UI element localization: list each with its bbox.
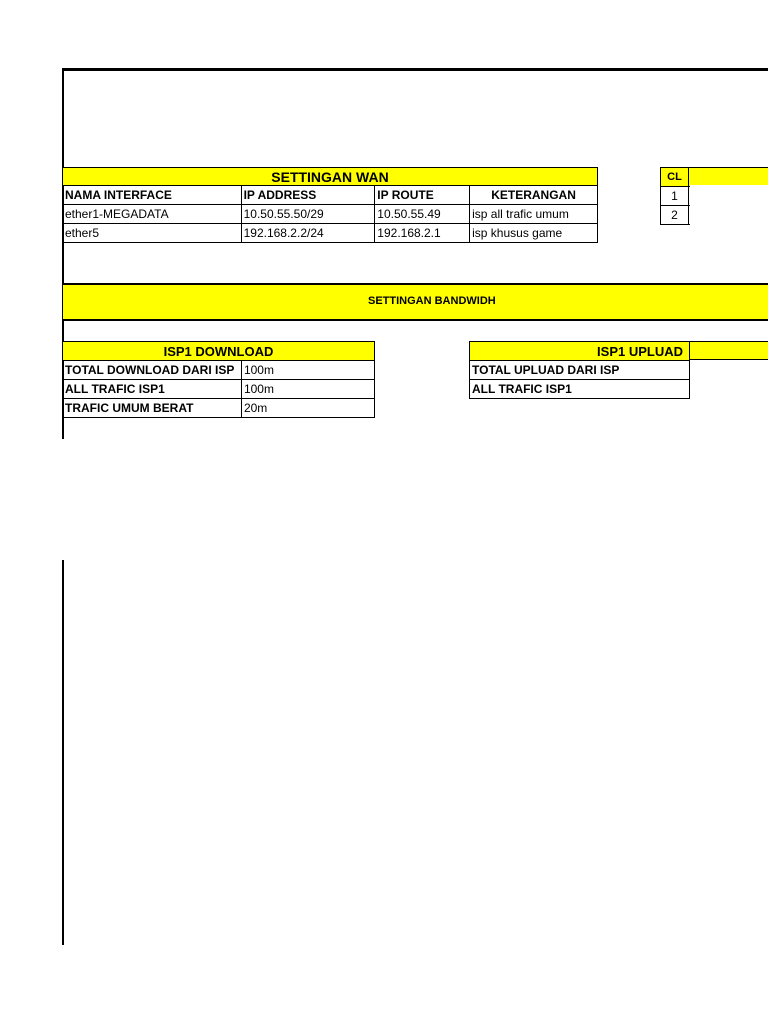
wan-cell: ether1-MEGADATA [63, 205, 242, 224]
download-value: 20m [241, 399, 374, 418]
download-label: TRAFIC UMUM BERAT [63, 399, 242, 418]
client-mask [690, 185, 768, 227]
wan-table [62, 167, 598, 243]
isp1-download-table [62, 341, 375, 418]
wan-cell: isp all trafic umum [470, 205, 598, 224]
table-row [63, 380, 375, 399]
upload-label: TOTAL UPLUAD DARI ISP [470, 361, 690, 380]
table-row [63, 361, 375, 380]
wan-section-title: SETTINGAN WAN [63, 168, 598, 186]
wan-cell: 10.50.55.49 [375, 205, 470, 224]
client-header: CL [661, 168, 689, 187]
isp1-upload-table [469, 341, 690, 399]
wan-cell: 192.168.2.2/24 [241, 224, 375, 243]
wan-col-keterangan: KETERANGAN [470, 186, 598, 205]
download-label: TOTAL DOWNLOAD DARI ISP [63, 361, 242, 380]
top-border [62, 68, 768, 71]
wan-cell: 192.168.2.1 [375, 224, 470, 243]
bandwidth-band [63, 283, 768, 321]
title-clip [0, 80, 690, 150]
table-row [63, 399, 375, 418]
table-row [63, 205, 598, 224]
table-row [63, 224, 598, 243]
bandwidth-label: SETTINGAN BANDWIDH [368, 295, 496, 307]
upload-label: ALL TRAFIC ISP1 [470, 380, 690, 399]
table-row [470, 361, 690, 380]
wan-cell: isp khusus game [470, 224, 598, 243]
wan-col-ip-address: IP ADDRESS [241, 186, 375, 205]
download-value: 100m [241, 361, 374, 380]
wan-col-interface: NAMA INTERFACE [63, 186, 242, 205]
wan-cell: 10.50.55.50/29 [241, 205, 375, 224]
wan-col-ip-route: IP ROUTE [375, 186, 470, 205]
wan-header-row [63, 186, 598, 205]
upload-title-extend [690, 341, 768, 360]
client-header-fill [688, 168, 768, 187]
isp1-upload-title: ISP1 UPLUAD [470, 342, 690, 361]
download-value: 100m [241, 380, 374, 399]
client-cell: 1 [661, 187, 689, 206]
wan-cell: ether5 [63, 224, 242, 243]
isp1-download-title: ISP1 DOWNLOAD [63, 342, 375, 361]
left-border-lower [62, 560, 64, 945]
band-right-fade [690, 285, 768, 319]
client-cell: 2 [661, 206, 689, 225]
download-label: ALL TRAFIC ISP1 [63, 380, 242, 399]
table-row [470, 380, 690, 399]
